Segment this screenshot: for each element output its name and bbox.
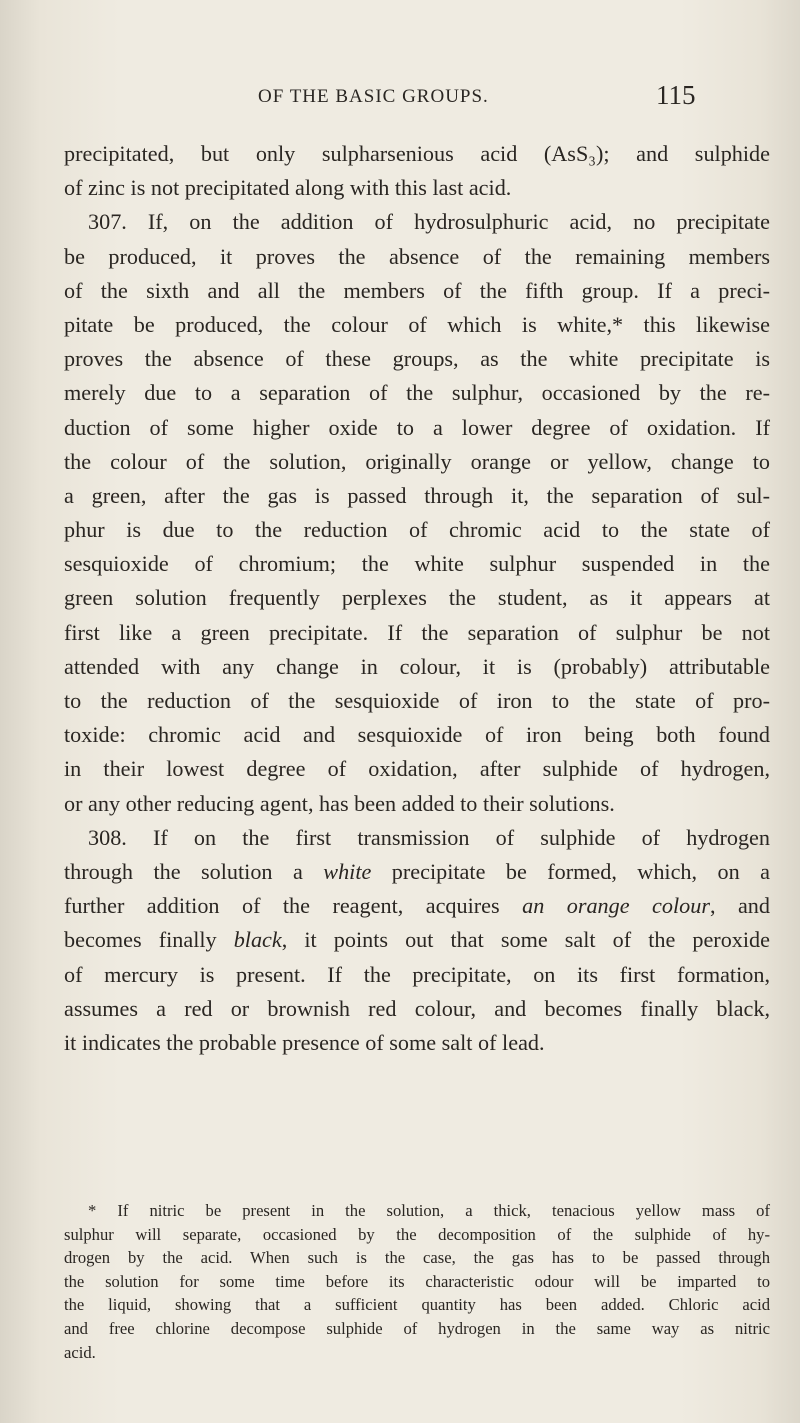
running-head: OF THE BASIC GROUPS. bbox=[258, 86, 489, 107]
text-run: precipitate be formed, which, on a bbox=[371, 858, 770, 884]
text-run: through the solution a bbox=[64, 858, 324, 884]
italic-run: an orange colour bbox=[522, 893, 710, 919]
text-line: in their lowest degree of oxidation, after sulphide of hydrogen, bbox=[64, 756, 770, 782]
footnote-line: the liquid, showing that a sufficient quantity has been added. Chloric acid bbox=[64, 1295, 770, 1315]
text-run: becomes finally bbox=[64, 927, 234, 953]
text-line: to the reduction of the sesquioxide of iron to the state of pro- bbox=[64, 688, 770, 713]
text-line: sesquioxide of chromium; the white sulphur suspended in the bbox=[64, 551, 770, 577]
text-line: precipitated, but only sulpharsenious acid (AsS₃); and sulphide bbox=[64, 141, 770, 166]
text-line: first like a green precipitate. If the separation of sulphur be not bbox=[64, 619, 770, 645]
footnote-line: acid. bbox=[64, 1342, 96, 1362]
text-line-mixed bbox=[64, 855, 770, 889]
italic-run: white bbox=[323, 858, 372, 884]
footnote-line: drogen by the acid. When such is the case, the gas has to be passed through bbox=[64, 1248, 770, 1268]
text-line: be produced, it proves the absence of the remaining members bbox=[64, 243, 770, 269]
text-line: duction of some higher oxide to a lower degree of oxidation. If bbox=[64, 414, 770, 440]
footnote-line: * If nitric be present in the solution, a thick, tenacious yellow mass of bbox=[88, 1201, 770, 1220]
text-line: green solution frequently perplexes the student, as it appears at bbox=[64, 585, 770, 611]
text-run: further addition of the reagent, acquires bbox=[64, 893, 523, 919]
text-line: of zinc is not precipitated along with this last acid. bbox=[64, 175, 512, 201]
body-text bbox=[64, 137, 770, 1060]
text-line: toxide: chromic acid and sesquioxide of iron being both found bbox=[64, 722, 770, 748]
footnote bbox=[64, 1199, 770, 1364]
text-run: , it points out that some salt of the peroxide bbox=[281, 927, 770, 953]
footnote-line: sulphur will separate, occasioned by the decomposition of the sulphide of hy- bbox=[64, 1224, 770, 1244]
text-line: 308. If on the first transmission of sulphide of hydrogen bbox=[88, 824, 770, 850]
text-line: merely due to a separation of the sulphur, occasioned by the re- bbox=[64, 380, 770, 406]
text-line: phur is due to the reduction of chromic acid to the state of bbox=[64, 517, 770, 543]
footnote-line: and free chlorine decompose sulphide of hydrogen in the same way as nitric bbox=[64, 1318, 770, 1338]
text-line: 307. If, on the addition of hydrosulphuric acid, no precipitate bbox=[88, 209, 770, 235]
text-line: proves the absence of these groups, as the white precipitate is bbox=[64, 346, 770, 372]
page-number: 115 bbox=[656, 80, 696, 110]
page-header bbox=[0, 80, 800, 120]
text-line-mixed bbox=[64, 923, 770, 957]
text-line: assumes a red or brownish red colour, and becomes finally black, bbox=[64, 995, 770, 1021]
text-line: of mercury is present. If the precipitate, on its first formation, bbox=[64, 961, 770, 987]
text-line: it indicates the probable presence of some salt of lead. bbox=[64, 1029, 545, 1055]
text-line: or any other reducing agent, has been added to their solutions. bbox=[64, 790, 615, 816]
footnote-line: the solution for some time before its characteristic odour will be imparted to bbox=[64, 1271, 770, 1291]
text-line: the colour of the solution, originally orange or yellow, change to bbox=[64, 448, 770, 474]
text-line-mixed bbox=[64, 889, 770, 923]
text-line: attended with any change in colour, it is (probably) attributable bbox=[64, 653, 770, 679]
text-line: of the sixth and all the members of the fifth group. If a preci- bbox=[64, 277, 770, 303]
italic-run: black bbox=[233, 927, 282, 953]
text-run: , and bbox=[709, 893, 770, 919]
text-line: pitate be produced, the colour of which is white,* this likewise bbox=[64, 311, 770, 337]
text-line: a green, after the gas is passed through it, the separation of sul- bbox=[64, 482, 770, 508]
